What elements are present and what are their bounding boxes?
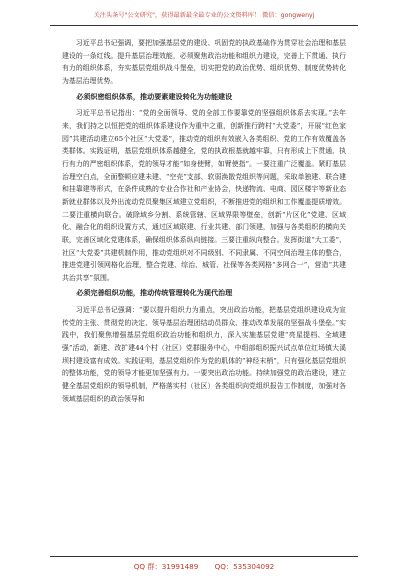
header-divider xyxy=(50,25,358,26)
footer-qq-group: QQ 群：31991489 xyxy=(133,562,199,571)
section-heading-1: 必须织密组织体系，推动要素建设转化为功能建设 xyxy=(76,91,233,101)
page-header-banner: 关注头条号"公文研究"，获得最新最全最专业的公文资料库！ 微信：gongwenyj xyxy=(93,12,315,19)
section-1-paragraph: 习近平总书记指出：“党的全面领导、党的全部工作要靠党的坚强组织体系去实现。”去年来，我们持之以恒把党的组织体系建设作为重中之重，创新推行跨村“大党委”，开展“红色家园”共建活动建立65个社区“大党委”，推动党的组织有效嵌入各类组织、党的工作有效覆盖各类群体。实践证明，基层党组织体系越健全，党的执政根基就越牢靠，只有形成上下贯通、执行有力的严密组织体系，党的领导才能“如身使臂，如臂使指”。一要注重广泛覆盖。紧盯基层治理空白点，全面整顿应建未建、“空壳”支部、软弱涣散党组织等问题，采取单独建、联合建和挂靠建等形式，在条件成熟的专业合作社和产业协会，快递物流、电商、园区楼宇等新业态新就业群体以及外出流动党员聚集区域建立党组织，不断推进党的组织和工作覆盖提质增效。二要注重横向联合。破除域乡分割、系统管辖、区域界限等壁垒，创新“片区化”党建、区域化、融合化的组织设置方式，通过区域联建、行业共建、部门领建，加强与各类组织的横向关联，完善区域化党建体系，确保组织体系纵向链接。三要注重纵向整合。发挥街道“大工委”、社区“大党委”共建机制作用，推动党组织对不同级别、不同隶属、不同空间治理主体的整合，推进党建引领网格化治理，整合党建、综治、城管、社保等各类网格“多网合一”，营造“共建共治共享”氛围。 xyxy=(62,109,346,282)
page-footer xyxy=(0,562,408,572)
document-body xyxy=(62,37,346,549)
footer-divider xyxy=(50,556,358,557)
section-2-paragraph: 习近平总书记强调：“要以提升组织力为重点，突出政治功能，把基层党组织建设成为宣传党的主张、贯彻党的决定、领导基层治理团结动员群众、推动改革发展的坚强战斗堡垒。”实践中，我们聚焦增强基层党组织政治功能和组织力，深入实施基层党建“亮星提档、全域建强”活动，新建、改扩建44个村（社区）党群服务中心，中组部组织振兴试点单位红场镇大溪坝村建设富有成效。实践证明，基层党组织作为党的肌体的“神经末梢”，只有强化基层党组织的整体功能，党的领导才能更加坚强有力。一要突出政治功能。持续加强党的政治建设，建立健全基层党组织的领导机制，严格落实村（社区）各类组织向党组织报告工作制度，加强对各领域基层组织的政治领导和 xyxy=(62,306,346,403)
intro-paragraph: 习近平总书记强调，要把加强基层党的建设、巩固党的执政基础作为贯穿社会治理和基层建设的一条红线。提升基层治理效能，必须聚焦政治功能和组织力建设，完善上下贯通、执行有力的组织体系，夯实基层党组织战斗堡垒，切实把党的政治优势、组织优势、制度优势转化为基层治理优势。 xyxy=(62,39,346,85)
section-heading-2: 必须完善组织功能，推动传统管理转化为现代治理 xyxy=(76,288,233,298)
footer-qq: QQ：535304092 xyxy=(214,562,275,571)
